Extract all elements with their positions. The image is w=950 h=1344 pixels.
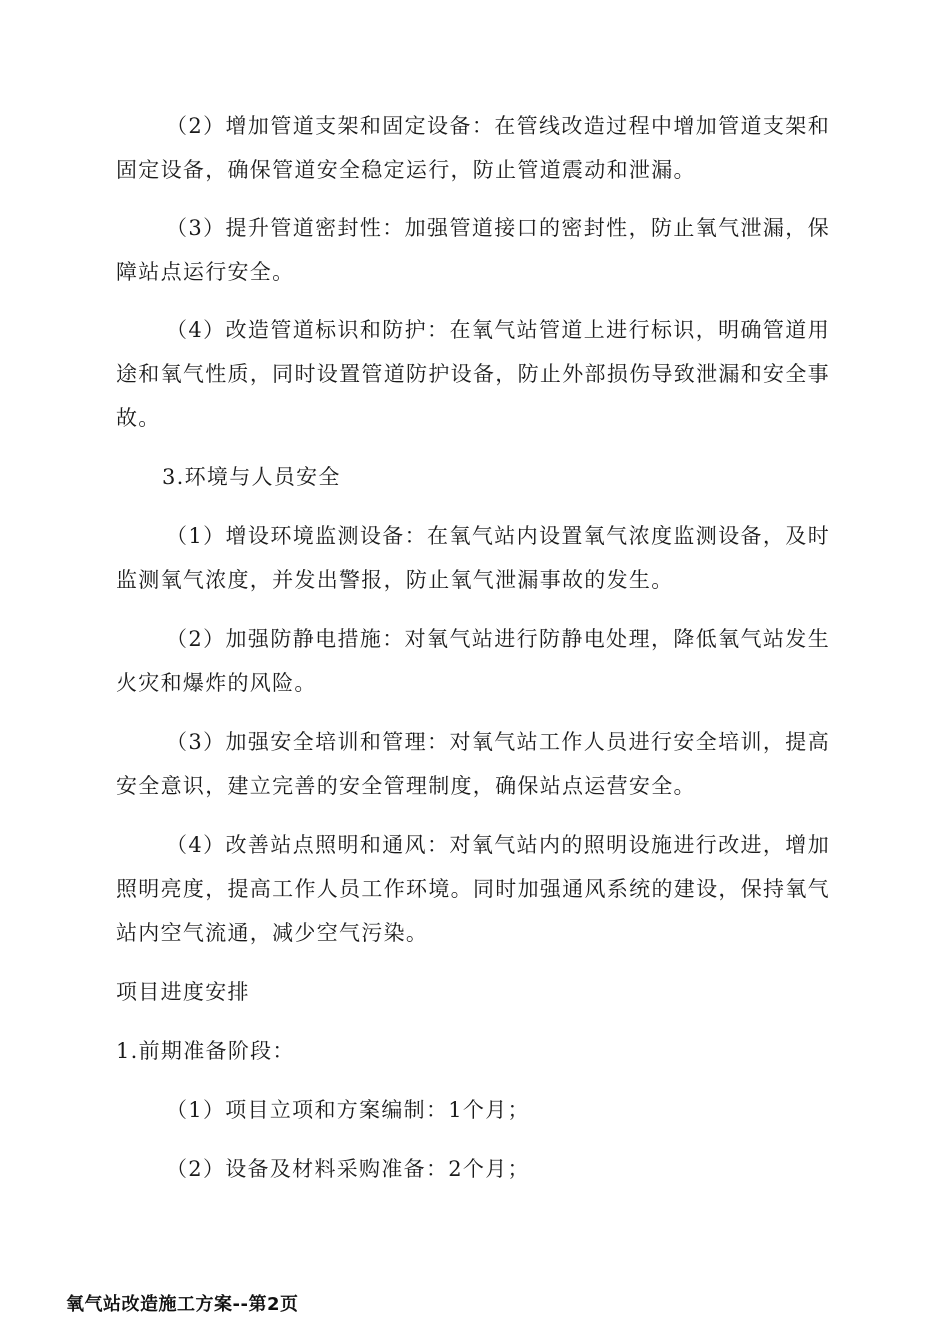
paragraph-pipe-sealing: （3）提升管道密封性：加强管道接口的密封性，防止氧气泄漏，保障站点运行安全。 [116, 216, 830, 284]
paragraph-pipe-marking: （4）改造管道标识和防护：在氧气站管道上进行标识，明确管道用途和氧气性质，同时设置管道防护设备，防止外部损伤导致泄漏和安全事故。 [116, 318, 830, 430]
page-footer: 氧气站改造施工方案--第2页 [66, 1294, 299, 1315]
subheading-preparation-phase: 1.前期准备阶段： [116, 1039, 295, 1063]
paragraph-lighting-ventilation: （4）改善站点照明和通风：对氧气站内的照明设施进行改进，增加照明亮度，提高工作人员工作环境。同时加强通风系统的建设，保持氧气站内空气流通，减少空气污染。 [116, 833, 830, 945]
paragraph-project-approval: （1）项目立项和方案编制：1个月； [166, 1098, 530, 1122]
paragraph-antistatic: （2）加强防静电措施：对氧气站进行防静电处理，降低氧气站发生火灾和爆炸的风险。 [116, 627, 830, 695]
section-heading-environment: 3.环境与人员安全 [162, 465, 341, 489]
paragraph-environment-monitoring: （1）增设环境监测设备：在氧气站内设置氧气浓度监测设备，及时监测氧气浓度，并发出警报，防止氧气泄漏事故的发生。 [116, 524, 830, 592]
section-heading-schedule: 项目进度安排 [116, 980, 250, 1004]
paragraph-procurement: （2）设备及材料采购准备：2个月； [166, 1157, 530, 1181]
paragraph-pipe-supports: （2）增加管道支架和固定设备：在管线改造过程中增加管道支架和固定设备，确保管道安全稳定运行，防止管道震动和泄漏。 [116, 114, 830, 182]
paragraph-safety-training: （3）加强安全培训和管理：对氧气站工作人员进行安全培训，提高安全意识，建立完善的安全管理制度，确保站点运营安全。 [116, 730, 830, 798]
